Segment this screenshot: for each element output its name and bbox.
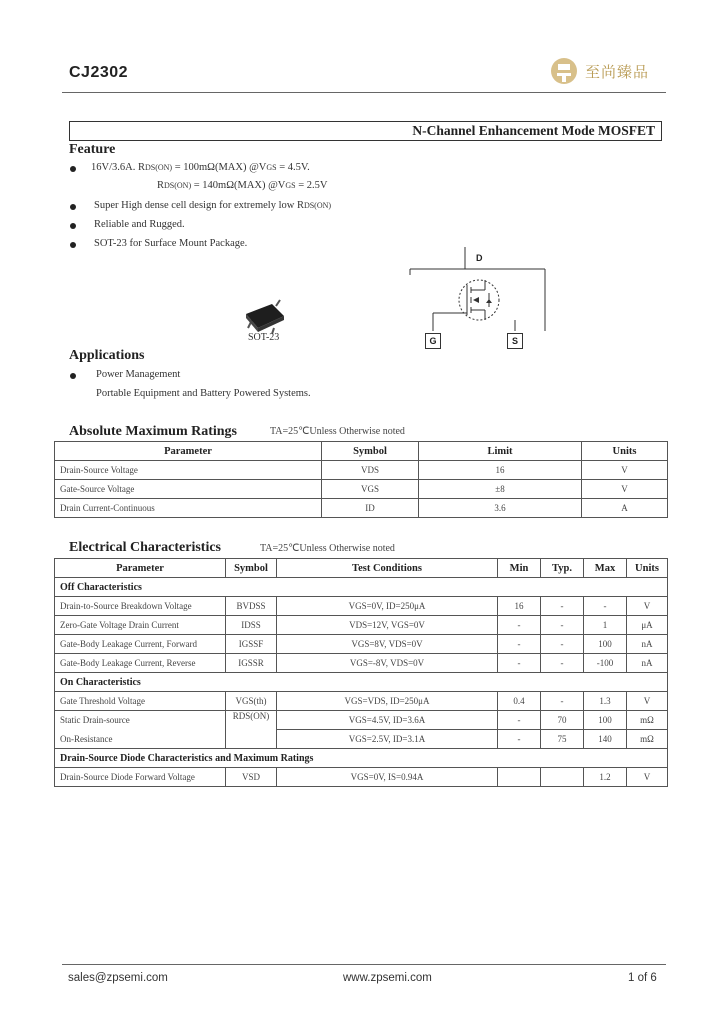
feature-item: 16V/3.6A. RDS(ON) = 100mΩ(MAX) @VGS = 4.5V. xyxy=(91,162,310,173)
elec-note: TA=25℃Unless Otherwise noted xyxy=(260,543,395,554)
table-cell: ID xyxy=(322,499,419,518)
column-header: Symbol xyxy=(322,442,419,461)
table-cell: - xyxy=(498,654,541,673)
table-cell: 70 xyxy=(541,711,584,730)
column-header: Test Conditions xyxy=(277,559,498,578)
table-cell: Gate-Source Voltage xyxy=(55,480,322,499)
drain-pin-label: D xyxy=(476,253,483,263)
column-header: Units xyxy=(627,559,668,578)
table-cell: Gate-Body Leakage Current, Reverse xyxy=(55,654,226,673)
table-cell: - xyxy=(584,597,627,616)
table-cell: - xyxy=(498,616,541,635)
table-header-row xyxy=(55,559,668,578)
table-cell: On-Resistance xyxy=(55,730,226,749)
table-cell: mΩ xyxy=(627,711,668,730)
column-header: Typ. xyxy=(541,559,584,578)
table-cell: Drain-Source Diode Forward Voltage xyxy=(55,768,226,787)
table-cell: VGS=0V, IS=0.94A xyxy=(277,768,498,787)
column-header: Units xyxy=(582,442,668,461)
table-cell: -100 xyxy=(584,654,627,673)
table-header-row xyxy=(55,442,668,461)
feature-item: Reliable and Rugged. xyxy=(94,219,185,230)
table-cell: 3.6 xyxy=(419,499,582,518)
table-row xyxy=(55,635,668,654)
table-cell: Drain-Source Voltage xyxy=(55,461,322,480)
table-cell: V xyxy=(627,768,668,787)
package-image xyxy=(238,298,298,349)
table-cell: 1 xyxy=(584,616,627,635)
table-cell: VGS=2.5V, ID=3.1A xyxy=(277,730,498,749)
applications-heading: Applications xyxy=(69,348,145,363)
feature-bullet xyxy=(70,242,76,248)
section-heading: On Characteristics xyxy=(55,673,668,692)
column-header: Parameter xyxy=(55,559,226,578)
table-cell: 75 xyxy=(541,730,584,749)
table-cell: Zero-Gate Voltage Drain Current xyxy=(55,616,226,635)
table-cell: 1.3 xyxy=(584,692,627,711)
table-cell: VDS=12V, VGS=0V xyxy=(277,616,498,635)
gate-pin-box xyxy=(425,333,441,349)
table-cell: - xyxy=(541,635,584,654)
section-row xyxy=(55,749,668,768)
table-cell: VGS=0V, ID=250μA xyxy=(277,597,498,616)
table-cell: - xyxy=(541,616,584,635)
applications-bullet xyxy=(70,373,76,379)
table-cell: IGSSF xyxy=(226,635,277,654)
table-cell: VGS xyxy=(322,480,419,499)
table-cell: 16 xyxy=(498,597,541,616)
table-cell: 0.4 xyxy=(498,692,541,711)
table-cell: 16 xyxy=(419,461,582,480)
table-row xyxy=(55,692,668,711)
table-row xyxy=(55,654,668,673)
table-row xyxy=(55,711,668,730)
table-row xyxy=(55,616,668,635)
footer-rule xyxy=(62,964,666,965)
table-cell: VGS=VDS, ID=250μA xyxy=(277,692,498,711)
page-number: 1 of 6 xyxy=(628,972,657,984)
title-box xyxy=(69,121,662,141)
table-cell: - xyxy=(541,597,584,616)
elec-table xyxy=(54,558,668,787)
table-cell xyxy=(498,768,541,787)
brand-logo xyxy=(549,55,661,87)
table-cell: V xyxy=(627,597,668,616)
table-cell: BVDSS xyxy=(226,597,277,616)
feature-bullet xyxy=(70,204,76,210)
part-number: CJ2302 xyxy=(69,64,129,81)
table-row xyxy=(55,597,668,616)
table-cell: nA xyxy=(627,654,668,673)
feature-item: Super High dense cell design for extremely low RDS(ON) xyxy=(94,200,332,211)
gate-pin-label: G xyxy=(429,336,437,346)
table-cell: 140 xyxy=(584,730,627,749)
table-cell: Gate Threshold Voltage xyxy=(55,692,226,711)
section-heading: Off Characteristics xyxy=(55,578,668,597)
section-row xyxy=(55,673,668,692)
abs-max-heading: Absolute Maximum Ratings xyxy=(69,424,238,439)
footer-website[interactable]: www.zpsemi.com xyxy=(343,972,432,984)
table-cell: VGS=8V, VDS=0V xyxy=(277,635,498,654)
source-pin-label: S xyxy=(511,336,518,346)
table-cell: 100 xyxy=(584,711,627,730)
column-header: Min xyxy=(498,559,541,578)
table-cell: - xyxy=(541,654,584,673)
column-header: Limit xyxy=(419,442,582,461)
table-cell: ±8 xyxy=(419,480,582,499)
table-cell: nA xyxy=(627,635,668,654)
table-cell: 100 xyxy=(584,635,627,654)
feature-bullet xyxy=(70,223,76,229)
table-cell xyxy=(541,768,584,787)
table-cell: VGS=-8V, VDS=0V xyxy=(277,654,498,673)
table-row xyxy=(55,768,668,787)
table-cell: Gate-Body Leakage Current, Forward xyxy=(55,635,226,654)
column-header: Max xyxy=(584,559,627,578)
table-cell: A xyxy=(582,499,668,518)
table-cell: IGSSR xyxy=(226,654,277,673)
table-cell: μA xyxy=(627,616,668,635)
table-cell: V xyxy=(582,480,668,499)
package-label: SOT-23 xyxy=(248,332,280,343)
table-cell: 1.2 xyxy=(584,768,627,787)
footer-email[interactable]: sales@zpsemi.com xyxy=(68,972,168,984)
table-cell: - xyxy=(498,711,541,730)
abs-max-table xyxy=(54,441,668,518)
table-cell: Static Drain-source xyxy=(55,711,226,730)
table-row xyxy=(55,461,668,480)
table-cell: Drain Current-Continuous xyxy=(55,499,322,518)
elec-heading: Electrical Characteristics xyxy=(69,540,221,555)
table-cell: VGS=4.5V, ID=3.6A xyxy=(277,711,498,730)
brand-logo-text: 至尚臻品 xyxy=(585,63,650,81)
feature-heading: Feature xyxy=(69,142,116,157)
table-cell: - xyxy=(498,635,541,654)
feature-item: RDS(ON) = 140mΩ(MAX) @VGS = 2.5V xyxy=(157,180,328,191)
table-row xyxy=(55,480,668,499)
table-cell: VSD xyxy=(226,768,277,787)
mosfet-schematic xyxy=(405,245,555,360)
column-header: Symbol xyxy=(226,559,277,578)
table-cell: VDS xyxy=(322,461,419,480)
source-pin-box xyxy=(507,333,523,349)
applications-item: Power Management xyxy=(96,369,181,380)
table-cell: RDS(ON) xyxy=(226,711,277,749)
table-cell: IDSS xyxy=(226,616,277,635)
table-row xyxy=(55,499,668,518)
header-rule xyxy=(62,92,666,93)
applications-item: Portable Equipment and Battery Powered Systems. xyxy=(96,388,311,399)
table-cell: - xyxy=(541,692,584,711)
feature-bullet xyxy=(70,166,76,172)
feature-item: SOT-23 for Surface Mount Package. xyxy=(94,238,248,249)
table-cell: VGS(th) xyxy=(226,692,277,711)
table-cell: V xyxy=(627,692,668,711)
abs-max-note: TA=25℃Unless Otherwise noted xyxy=(270,426,405,437)
table-cell: - xyxy=(498,730,541,749)
table-row xyxy=(55,730,668,749)
section-heading: Drain-Source Diode Characteristics and Maximum Ratings xyxy=(55,749,668,768)
table-cell: Drain-to-Source Breakdown Voltage xyxy=(55,597,226,616)
brand-logo-icon xyxy=(549,55,583,87)
document-title: N-Channel Enhancement Mode MOSFET xyxy=(412,123,655,138)
section-row xyxy=(55,578,668,597)
table-cell: mΩ xyxy=(627,730,668,749)
table-cell: V xyxy=(582,461,668,480)
column-header: Parameter xyxy=(55,442,322,461)
